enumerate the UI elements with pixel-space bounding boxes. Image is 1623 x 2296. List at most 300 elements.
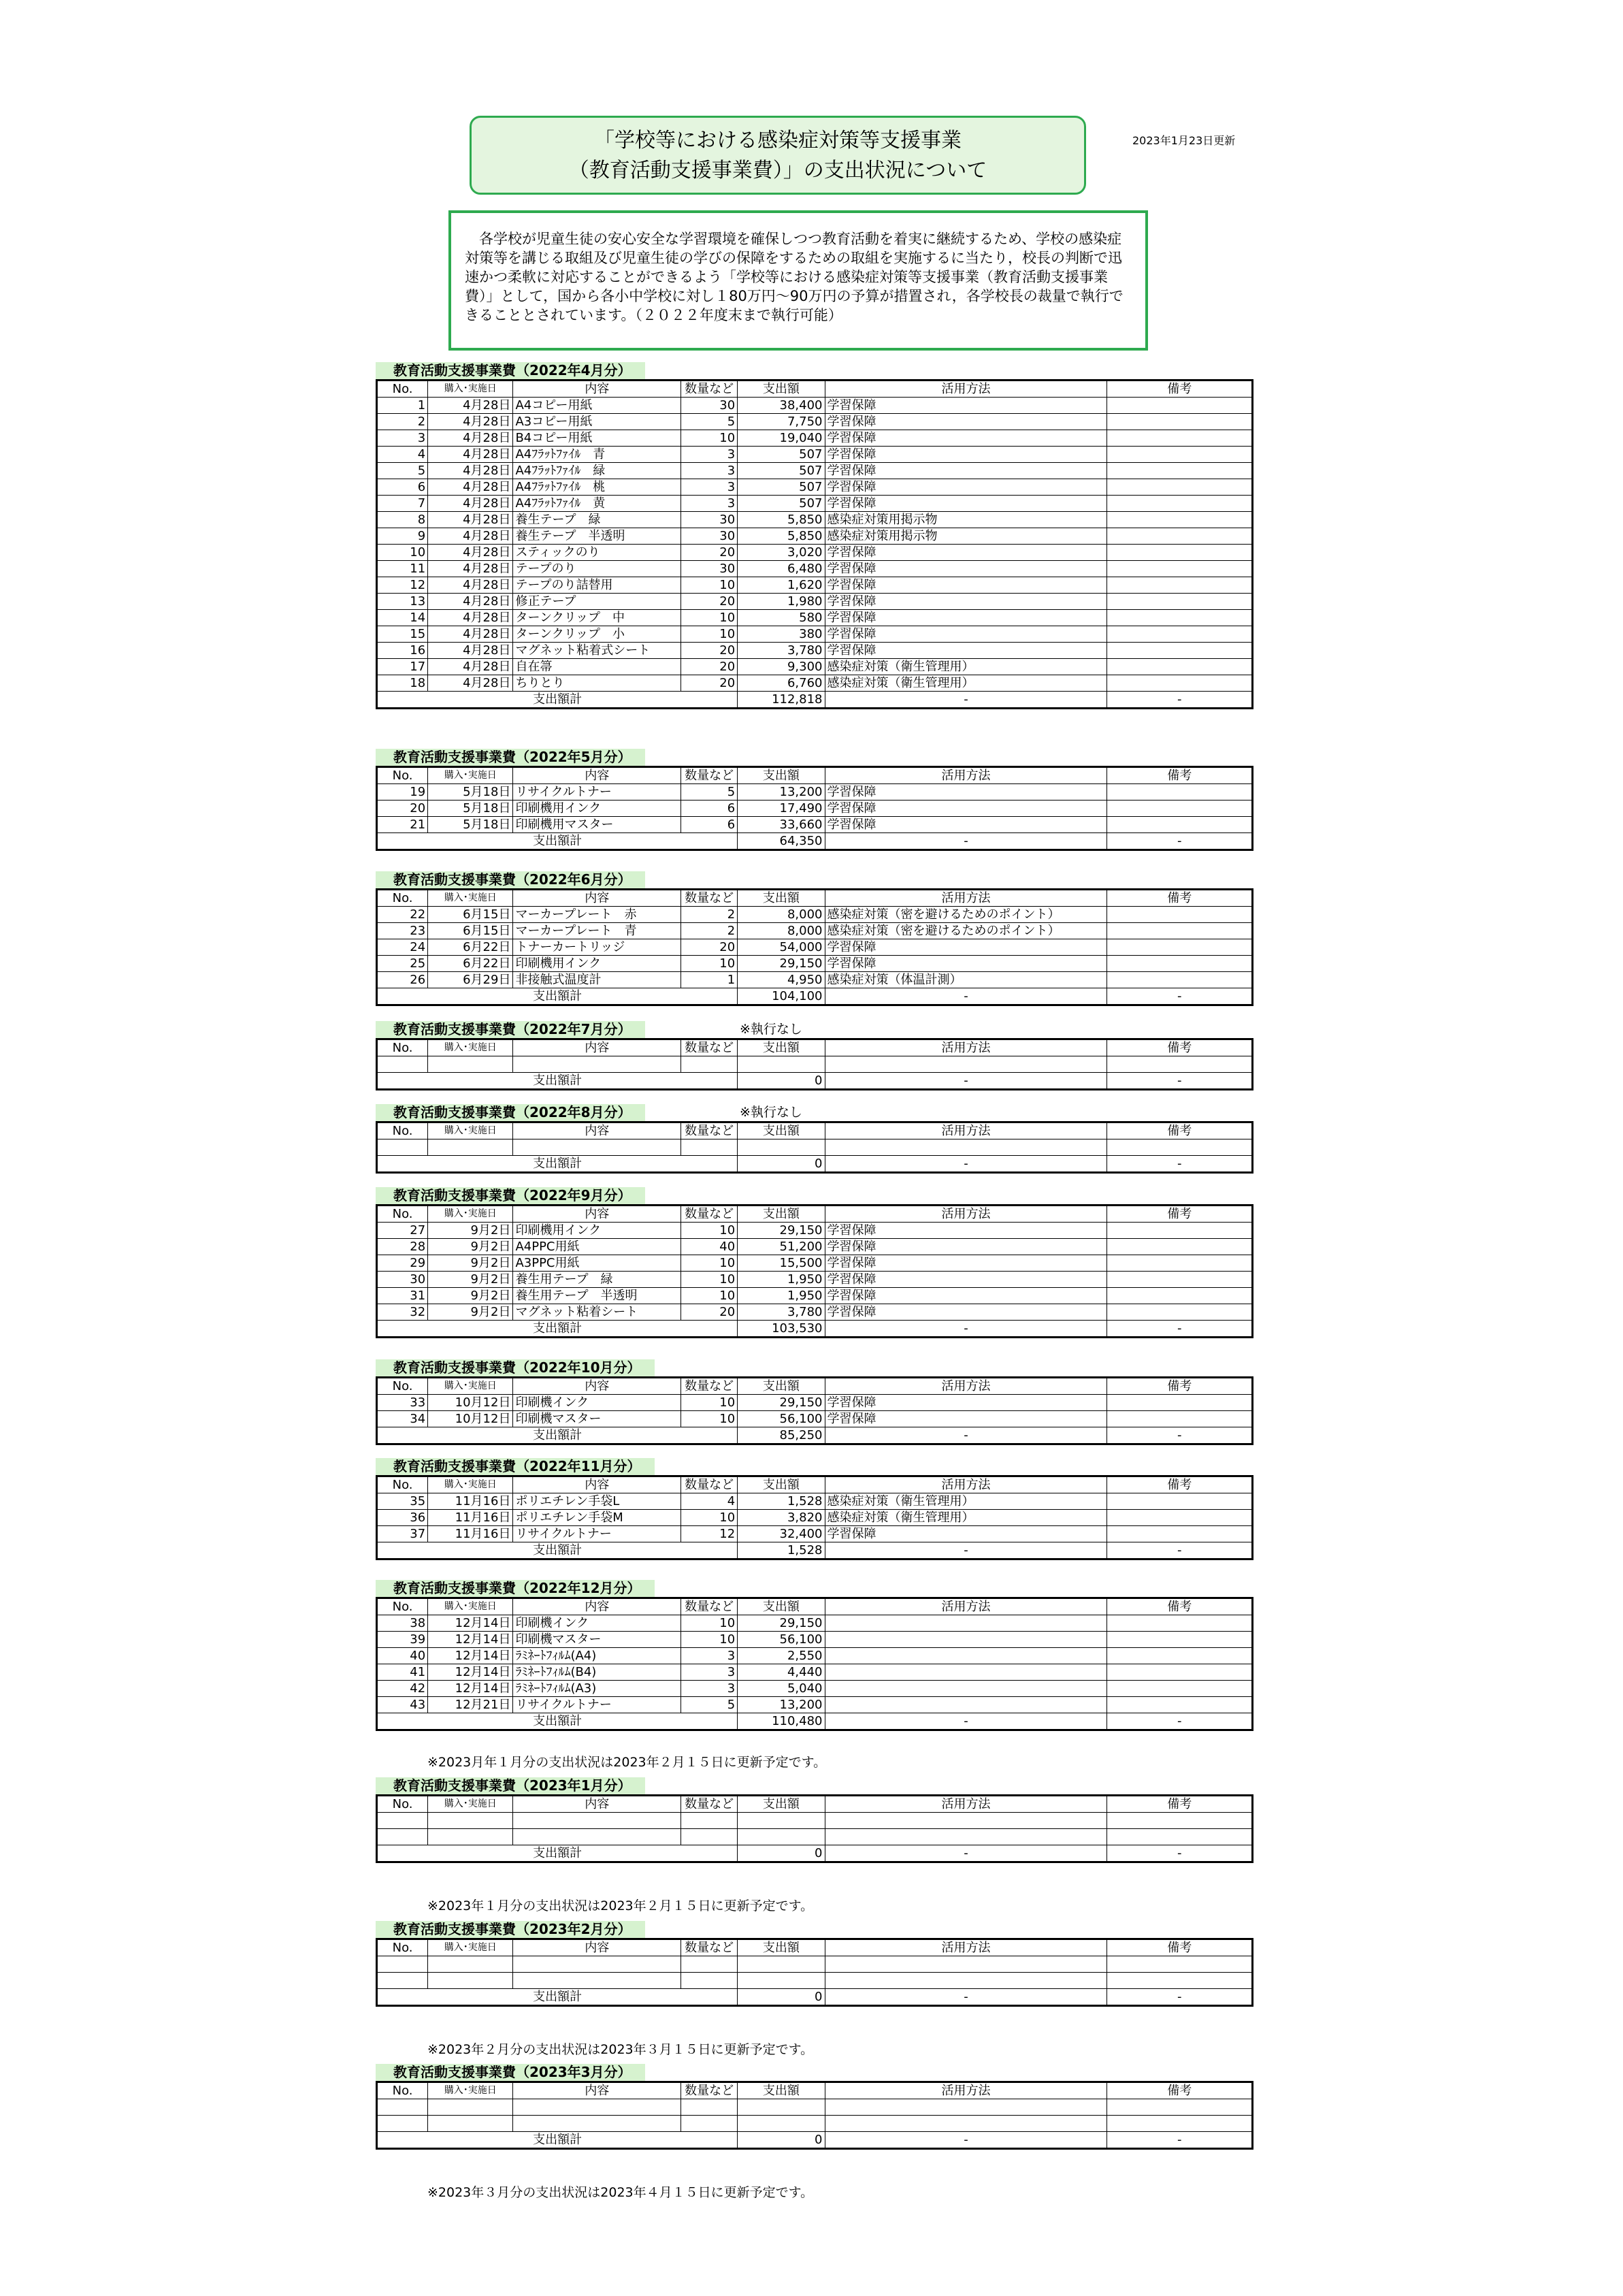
cell-no [377, 1829, 428, 1845]
column-header-no: No. [377, 1598, 428, 1615]
cell-use: 感染症対策用掲示物 [825, 528, 1107, 545]
cell-item: 非接触式温度計 [513, 972, 681, 988]
cell-qty: 20 [681, 1304, 738, 1321]
column-header-use: 活用方法 [825, 1122, 1107, 1139]
table-row [377, 1056, 1253, 1073]
table-row [377, 1223, 1253, 1239]
cell-remarks [1107, 1139, 1253, 1156]
cell-qty: 5 [681, 414, 738, 430]
section-title: 教育活動支援事業費（2023年3月分） [376, 2064, 645, 2081]
column-header-item: 内容 [513, 1122, 681, 1139]
cell-remarks [1107, 1829, 1253, 1845]
cell-remarks [1107, 545, 1253, 561]
cell-qty: 10 [681, 1255, 738, 1272]
cell-use: 感染症対策（衛生管理用） [825, 1493, 1107, 1510]
column-header-remarks: 備考 [1107, 767, 1253, 784]
expense-table [376, 1938, 1253, 2007]
cell-amount [738, 2099, 825, 2116]
table-row [377, 939, 1253, 956]
cell-item: リサイクルトナー [513, 1697, 681, 1713]
column-header-no: No. [377, 2082, 428, 2099]
cell-amount: 33,660 [738, 817, 825, 833]
cell-amount: 9,300 [738, 659, 825, 675]
cell-amount: 1,620 [738, 577, 825, 594]
cell-remarks [1107, 447, 1253, 463]
cell-amount: 507 [738, 447, 825, 463]
cell-amount: 3,780 [738, 1304, 825, 1321]
cell-item: 印刷機マスター [513, 1632, 681, 1648]
total-row [377, 692, 1253, 709]
cell-amount [738, 1056, 825, 1073]
total-amount: 0 [738, 1073, 825, 1090]
cell-qty [681, 2099, 738, 2116]
column-header-use: 活用方法 [825, 1206, 1107, 1223]
table-row [377, 659, 1253, 675]
cell-qty: 10 [681, 1411, 738, 1427]
cell-remarks [1107, 2116, 1253, 2132]
cell-qty: 12 [681, 1526, 738, 1542]
cell-date: 9月2日 [428, 1255, 513, 1272]
cell-remarks [1107, 659, 1253, 675]
month-section [376, 1021, 1253, 1090]
cell-use: 学習保障 [825, 1395, 1107, 1411]
cell-item [513, 1956, 681, 1973]
cell-item [513, 1139, 681, 1156]
column-header-amount: 支出額 [738, 1476, 825, 1493]
cell-no: 10 [377, 545, 428, 561]
column-header-qty: 数量など [681, 1378, 738, 1395]
cell-amount: 6,480 [738, 561, 825, 577]
cell-date: 10月12日 [428, 1395, 513, 1411]
cell-qty: 3 [681, 496, 738, 512]
month-section [376, 1104, 1253, 1174]
cell-use: 学習保障 [825, 784, 1107, 801]
cell-amount: 1,528 [738, 1493, 825, 1510]
column-header-no: No. [377, 890, 428, 907]
cell-item: 印刷機インク [513, 1615, 681, 1632]
cell-item: マグネット粘着式シート [513, 643, 681, 659]
section-title: 教育活動支援事業費（2022年9月分） [376, 1187, 645, 1204]
section-note: ※執行なし [740, 1105, 802, 1120]
cell-date [428, 1829, 513, 1845]
total-label: 支出額計 [377, 1542, 738, 1559]
cell-item [513, 1056, 681, 1073]
cell-remarks [1107, 610, 1253, 626]
cell-item: 養生用テープ 半透明 [513, 1288, 681, 1304]
cell-no: 38 [377, 1615, 428, 1632]
total-remarks: - [1107, 1321, 1253, 1338]
cell-qty: 10 [681, 1288, 738, 1304]
column-header-remarks: 備考 [1107, 1939, 1253, 1956]
cell-date: 4月28日 [428, 577, 513, 594]
cell-item: 印刷機用インク [513, 801, 681, 817]
cell-date: 4月28日 [428, 675, 513, 692]
column-header-date: 購入･実施日 [428, 767, 513, 784]
cell-date [428, 1973, 513, 1989]
table-row [377, 545, 1253, 561]
cell-no: 27 [377, 1223, 428, 1239]
cell-item: 印刷機用インク [513, 956, 681, 972]
cell-qty: 10 [681, 430, 738, 447]
column-header-amount: 支出額 [738, 1039, 825, 1056]
cell-no [377, 1956, 428, 1973]
column-header-amount: 支出額 [738, 890, 825, 907]
cell-amount: 29,150 [738, 1615, 825, 1632]
cell-item: 自在箒 [513, 659, 681, 675]
cell-remarks [1107, 1411, 1253, 1427]
column-header-remarks: 備考 [1107, 1122, 1253, 1139]
total-use: - [825, 1845, 1107, 1862]
cell-item: リサイクルトナー [513, 1526, 681, 1542]
total-amount: 64,350 [738, 833, 825, 850]
expense-table [376, 1121, 1253, 1174]
table-row [377, 463, 1253, 479]
cell-remarks [1107, 972, 1253, 988]
cell-no: 26 [377, 972, 428, 988]
cell-item: マグネット粘着シート [513, 1304, 681, 1321]
cell-item: 養生テープ 半透明 [513, 528, 681, 545]
cell-item: A4PPC用紙 [513, 1239, 681, 1255]
column-header-no: No. [377, 1796, 428, 1813]
cell-item: ﾗﾐﾈｰﾄﾌｨﾙﾑ(A3) [513, 1681, 681, 1697]
table-header-row [377, 767, 1253, 784]
cell-use: 学習保障 [825, 956, 1107, 972]
cell-use [825, 2099, 1107, 2116]
intro-text: 各学校が児童生徒の安心安全な学習環境を確保しつつ教育活動を着実に継続するため、学校の感染症対策等を講じる取組及び児童生徒の学びの保障をするための取組を実施するに当たり，校長の判断で迅速かつ柔軟に対応することができるよう「学校等における感染症対策等支援事業（教育活動支援事業費）」として，国から各小中学校に対し１80万円～90万円の予算が措置され，各学校長の裁量で執行できることとされています。（２０２２年度末まで執行可能） [465, 231, 1124, 323]
cell-date: 4月28日 [428, 430, 513, 447]
cell-item: ﾗﾐﾈｰﾄﾌｨﾙﾑ(A4) [513, 1648, 681, 1664]
table-row [377, 1813, 1253, 1829]
cell-no [377, 2116, 428, 2132]
cell-item: A3PPC用紙 [513, 1255, 681, 1272]
month-section [376, 1921, 1253, 2007]
cell-date: 11月16日 [428, 1510, 513, 1526]
table-row [377, 907, 1253, 923]
cell-remarks [1107, 1632, 1253, 1648]
cell-remarks [1107, 784, 1253, 801]
total-use: - [825, 692, 1107, 709]
cell-item: テープのり [513, 561, 681, 577]
cell-no: 20 [377, 801, 428, 817]
total-remarks: - [1107, 988, 1253, 1005]
cell-date: 4月28日 [428, 610, 513, 626]
cell-use [825, 1648, 1107, 1664]
cell-date: 4月28日 [428, 561, 513, 577]
table-row [377, 496, 1253, 512]
cell-amount: 56,100 [738, 1632, 825, 1648]
cell-qty: 10 [681, 1615, 738, 1632]
cell-qty: 10 [681, 610, 738, 626]
cell-qty: 3 [681, 447, 738, 463]
total-amount: 110,480 [738, 1713, 825, 1730]
cell-no: 7 [377, 496, 428, 512]
table-row [377, 447, 1253, 463]
cell-use: 学習保障 [825, 594, 1107, 610]
page-title-line-2: （教育活動支援事業費）」の支出状況について [568, 159, 987, 182]
column-header-date: 購入･実施日 [428, 890, 513, 907]
cell-remarks [1107, 398, 1253, 414]
cell-amount: 2,550 [738, 1648, 825, 1664]
cell-use: 学習保障 [825, 1272, 1107, 1288]
cell-amount: 1,950 [738, 1272, 825, 1288]
cell-item: A4ﾌﾗｯﾄﾌｧｲﾙ 黄 [513, 496, 681, 512]
column-header-use: 活用方法 [825, 1476, 1107, 1493]
cell-date: 6月15日 [428, 907, 513, 923]
column-header-amount: 支出額 [738, 1598, 825, 1615]
expense-table [376, 888, 1253, 1006]
column-header-no: No. [377, 381, 428, 398]
cell-qty: 10 [681, 1272, 738, 1288]
column-header-date: 購入･実施日 [428, 1476, 513, 1493]
cell-use [825, 1681, 1107, 1697]
cell-item [513, 1813, 681, 1829]
cell-amount [738, 1813, 825, 1829]
table-row [377, 801, 1253, 817]
column-header-qty: 数量など [681, 1122, 738, 1139]
cell-no: 35 [377, 1493, 428, 1510]
cell-remarks [1107, 1681, 1253, 1697]
cell-remarks [1107, 1813, 1253, 1829]
total-use: - [825, 988, 1107, 1005]
cell-remarks [1107, 817, 1253, 833]
cell-remarks [1107, 577, 1253, 594]
cell-remarks [1107, 1304, 1253, 1321]
section-title: 教育活動支援事業費（2022年5月分） [376, 749, 645, 766]
section-title: 教育活動支援事業費（2022年7月分） [376, 1021, 645, 1038]
cell-qty: 1 [681, 972, 738, 988]
total-label: 支出額計 [377, 2132, 738, 2149]
table-row [377, 561, 1253, 577]
cell-amount: 17,490 [738, 801, 825, 817]
cell-use: 学習保障 [825, 817, 1107, 833]
table-header-row [377, 381, 1253, 398]
cell-amount: 13,200 [738, 784, 825, 801]
cell-qty: 30 [681, 561, 738, 577]
cell-remarks [1107, 1056, 1253, 1073]
column-header-use: 活用方法 [825, 2082, 1107, 2099]
expense-table [376, 766, 1253, 851]
cell-use [825, 1632, 1107, 1648]
table-row [377, 1239, 1253, 1255]
cell-qty: 3 [681, 1664, 738, 1681]
cell-remarks [1107, 626, 1253, 643]
cell-no: 33 [377, 1395, 428, 1411]
cell-use: 感染症対策（衛生管理用） [825, 659, 1107, 675]
total-amount: 0 [738, 2132, 825, 2149]
cell-use [825, 1056, 1107, 1073]
cell-qty: 6 [681, 801, 738, 817]
cell-item: A4コピー用紙 [513, 398, 681, 414]
table-row [377, 512, 1253, 528]
footnote: ※2023年３月分の支出状況は2023年４月１５日に更新予定です。 [427, 2185, 814, 2200]
cell-use: 学習保障 [825, 479, 1107, 496]
column-header-no: No. [377, 1476, 428, 1493]
column-header-amount: 支出額 [738, 2082, 825, 2099]
total-remarks: - [1107, 1427, 1253, 1444]
column-header-remarks: 備考 [1107, 1378, 1253, 1395]
cell-date: 4月28日 [428, 545, 513, 561]
cell-no: 36 [377, 1510, 428, 1526]
cell-date: 5月18日 [428, 784, 513, 801]
cell-remarks [1107, 939, 1253, 956]
cell-amount: 29,150 [738, 956, 825, 972]
table-header-row [377, 1939, 1253, 1956]
cell-item: A4ﾌﾗｯﾄﾌｧｲﾙ 緑 [513, 463, 681, 479]
cell-date: 6月15日 [428, 923, 513, 939]
cell-qty: 6 [681, 817, 738, 833]
column-header-qty: 数量など [681, 381, 738, 398]
total-label: 支出額計 [377, 833, 738, 850]
cell-amount: 1,950 [738, 1288, 825, 1304]
cell-no: 6 [377, 479, 428, 496]
cell-item: A3コピー用紙 [513, 414, 681, 430]
cell-date [428, 1056, 513, 1073]
cell-date: 9月2日 [428, 1304, 513, 1321]
cell-remarks [1107, 1272, 1253, 1288]
cell-use [825, 1956, 1107, 1973]
cell-remarks [1107, 1395, 1253, 1411]
cell-use: 学習保障 [825, 1411, 1107, 1427]
intro-box [448, 210, 1148, 351]
column-header-no: No. [377, 767, 428, 784]
column-header-amount: 支出額 [738, 1122, 825, 1139]
total-row [377, 1156, 1253, 1173]
column-header-qty: 数量など [681, 2082, 738, 2099]
cell-no: 23 [377, 923, 428, 939]
cell-amount: 19,040 [738, 430, 825, 447]
cell-remarks [1107, 907, 1253, 923]
cell-no: 40 [377, 1648, 428, 1664]
cell-use: 学習保障 [825, 939, 1107, 956]
cell-amount: 4,950 [738, 972, 825, 988]
cell-date: 11月16日 [428, 1526, 513, 1542]
cell-qty: 30 [681, 398, 738, 414]
table-row [377, 430, 1253, 447]
cell-use: 学習保障 [825, 430, 1107, 447]
total-label: 支出額計 [377, 1845, 738, 1862]
cell-remarks [1107, 1526, 1253, 1542]
cell-no: 43 [377, 1697, 428, 1713]
cell-no: 31 [377, 1288, 428, 1304]
cell-date: 4月28日 [428, 447, 513, 463]
column-header-item: 内容 [513, 1598, 681, 1615]
cell-amount: 7,750 [738, 414, 825, 430]
cell-no: 5 [377, 463, 428, 479]
total-use: - [825, 1542, 1107, 1559]
cell-remarks [1107, 1255, 1253, 1272]
total-label: 支出額計 [377, 1427, 738, 1444]
expense-table [376, 1376, 1253, 1445]
cell-use [825, 1813, 1107, 1829]
cell-no: 16 [377, 643, 428, 659]
cell-amount: 5,040 [738, 1681, 825, 1697]
total-remarks: - [1107, 1073, 1253, 1090]
total-amount: 85,250 [738, 1427, 825, 1444]
table-row [377, 398, 1253, 414]
table-row [377, 1411, 1253, 1427]
total-row [377, 988, 1253, 1005]
cell-item [513, 1829, 681, 1845]
cell-remarks [1107, 430, 1253, 447]
cell-use: 感染症対策（密を避けるためのポイント） [825, 923, 1107, 939]
table-row [377, 1664, 1253, 1681]
cell-date: 4月28日 [428, 512, 513, 528]
table-row [377, 1272, 1253, 1288]
cell-item: マーカープレート 青 [513, 923, 681, 939]
cell-use: 学習保障 [825, 801, 1107, 817]
cell-remarks [1107, 1956, 1253, 1973]
cell-use: 学習保障 [825, 1255, 1107, 1272]
expense-table [376, 2081, 1253, 2150]
total-label: 支出額計 [377, 1073, 738, 1090]
cell-use: 学習保障 [825, 626, 1107, 643]
cell-item: ポリエチレン手袋M [513, 1510, 681, 1526]
cell-use: 学習保障 [825, 1239, 1107, 1255]
cell-item: A4ﾌﾗｯﾄﾌｧｲﾙ 桃 [513, 479, 681, 496]
cell-use [825, 1973, 1107, 1989]
cell-date: 9月2日 [428, 1223, 513, 1239]
cell-use: 学習保障 [825, 577, 1107, 594]
expense-table [376, 1597, 1253, 1731]
section-title: 教育活動支援事業費（2022年10月分） [376, 1359, 655, 1376]
cell-qty: 10 [681, 1223, 738, 1239]
cell-date: 11月16日 [428, 1493, 513, 1510]
cell-qty [681, 1973, 738, 1989]
table-row [377, 923, 1253, 939]
cell-amount: 380 [738, 626, 825, 643]
cell-use: 学習保障 [825, 643, 1107, 659]
total-remarks: - [1107, 1713, 1253, 1730]
table-row [377, 1526, 1253, 1542]
cell-no: 37 [377, 1526, 428, 1542]
month-section [376, 749, 1253, 851]
cell-no: 15 [377, 626, 428, 643]
table-row [377, 1697, 1253, 1713]
cell-no [377, 1973, 428, 1989]
total-row [377, 1321, 1253, 1338]
cell-item: 印刷機用インク [513, 1223, 681, 1239]
cell-qty [681, 1056, 738, 1073]
cell-qty: 10 [681, 1510, 738, 1526]
total-amount: 0 [738, 1156, 825, 1173]
column-header-use: 活用方法 [825, 1796, 1107, 1813]
cell-no: 34 [377, 1411, 428, 1427]
cell-amount: 507 [738, 463, 825, 479]
expense-table [376, 1038, 1253, 1090]
cell-date: 4月28日 [428, 414, 513, 430]
column-header-qty: 数量など [681, 1939, 738, 1956]
cell-qty: 20 [681, 643, 738, 659]
column-header-no: No. [377, 1039, 428, 1056]
table-header-row [377, 1378, 1253, 1395]
cell-use: 学習保障 [825, 414, 1107, 430]
table-row [377, 594, 1253, 610]
cell-use: 感染症対策（衛生管理用） [825, 675, 1107, 692]
cell-date [428, 2116, 513, 2132]
cell-use: 感染症対策用掲示物 [825, 512, 1107, 528]
cell-use: 学習保障 [825, 1223, 1107, 1239]
table-row [377, 2099, 1253, 2116]
cell-qty: 40 [681, 1239, 738, 1255]
cell-date: 4月28日 [428, 643, 513, 659]
cell-qty: 20 [681, 675, 738, 692]
cell-remarks [1107, 1288, 1253, 1304]
table-row [377, 1395, 1253, 1411]
cell-remarks [1107, 675, 1253, 692]
cell-date: 4月28日 [428, 479, 513, 496]
column-header-item: 内容 [513, 1796, 681, 1813]
cell-remarks [1107, 1973, 1253, 1989]
